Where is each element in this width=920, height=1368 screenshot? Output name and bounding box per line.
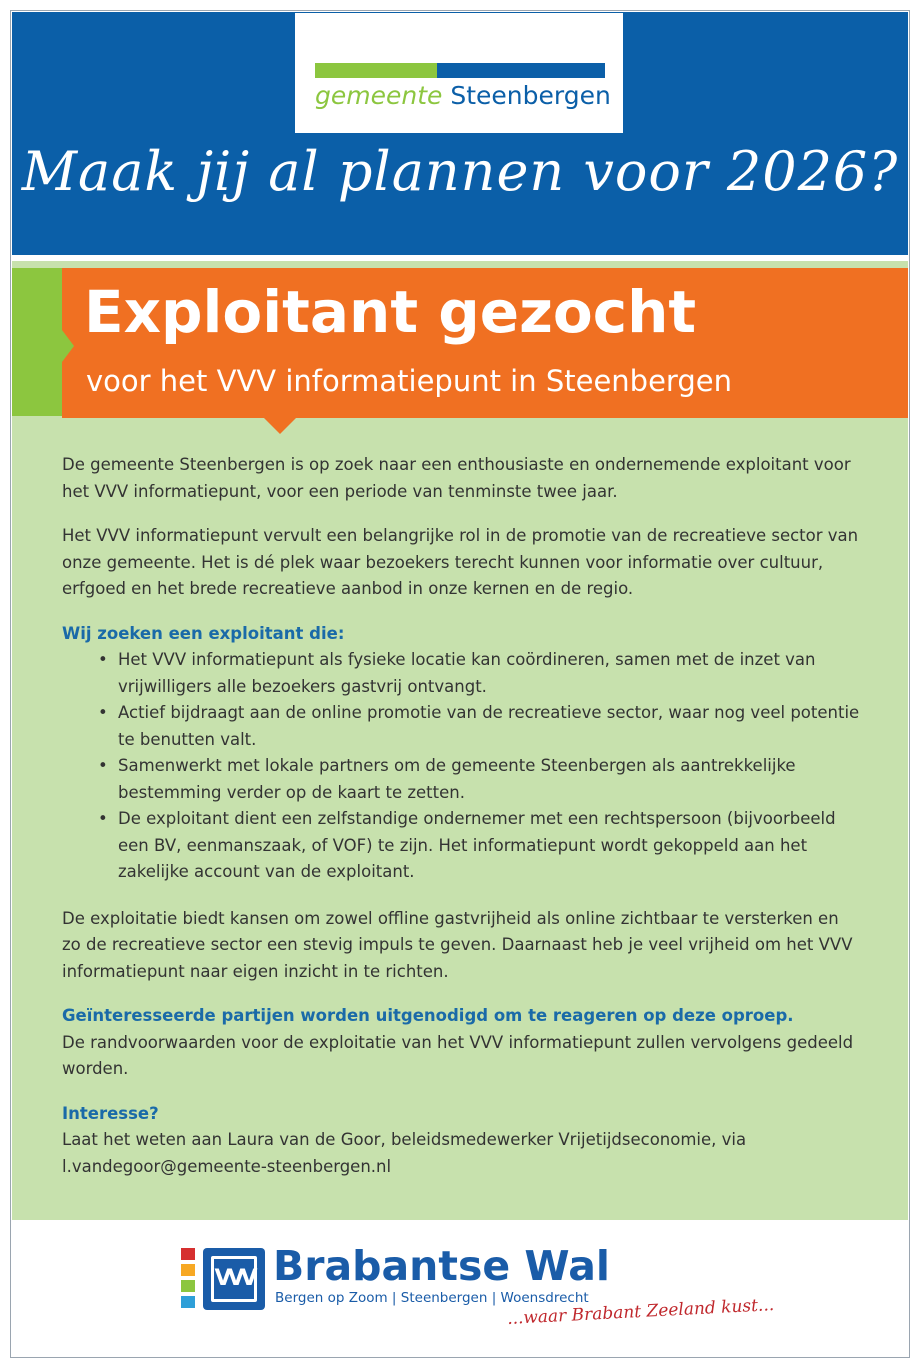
banner-green-tab: [12, 268, 62, 416]
page-subtitle: voor het VVV informatiepunt in Steenbergen: [86, 364, 732, 398]
role-paragraph: Het VVV informatiepunt vervult een belangrijke rol in de promotie van de recreatieve sector van onze gemeente. Het is dé plek waar bezoekers terecht kunnen voor informatie over cultuur, erfgoed en het brede recreatieve aanbod in onze kernen en de regio.: [62, 526, 859, 598]
logo-square-red: [181, 1248, 195, 1260]
logo-square-blue: [181, 1296, 195, 1308]
intro-paragraph: De gemeente Steenbergen is op zoek naar een enthousiaste en ondernemende exploitant voor het VVV informatiepunt, voor een periode van tenminste twee jaar.: [62, 455, 851, 501]
banner-notch-left: [62, 330, 74, 362]
interest-heading: Interesse?: [62, 1103, 159, 1123]
seek-list: [62, 647, 862, 886]
list-item: • De exploitant dient een zelfstandige ondernemer met een rechtspersoon (bijvoorbeeld een BV, eenmanszaak, of VOF) te zijn. Het informatiepunt wordt gekoppeld aan het zakelijke account van de exploitant.: [118, 806, 862, 886]
list-item: • Actief bijdraagt aan de online promotie van de recreatieve sector, waar nog veel potentie te benutten valt.: [118, 700, 862, 753]
list-item: • Het VVV informatiepunt als fysieke locatie kan coördineren, samen met de inzet van vrijwilligers alle bezoekers gastvrij ontvangt.: [118, 647, 862, 700]
vvv-badge: [203, 1248, 265, 1310]
logo-word-name: Steenbergen: [450, 81, 611, 110]
vvv-title: Brabantse Wal: [273, 1242, 610, 1290]
invite-heading: Geïnteresseerde partijen worden uitgenodigd om te reageren op deze oproep.: [62, 1006, 794, 1025]
logo-word-gemeente: gemeente: [315, 81, 443, 110]
vvv-places: Bergen op Zoom | Steenbergen | Woensdrecht: [275, 1290, 589, 1306]
page-title: Exploitant gezocht: [84, 278, 697, 346]
vvv-badge-text: VVV: [211, 1256, 257, 1302]
invite-text: De randvoorwaarden voor de exploitatie van het VVV informatiepunt zullen vervolgens gedeeld worden.: [62, 1032, 854, 1078]
logo-square-yellow: [181, 1264, 195, 1276]
logo-wordmark: [315, 81, 611, 110]
list-item: • Samenwerkt met lokale partners om de gemeente Steenbergen als aantrekkelijke bestemming verder op de kaart te zetten.: [118, 753, 862, 806]
vvv-logo: [181, 1242, 775, 1336]
opportunity-paragraph: De exploitatie biedt kansen om zowel offline gastvrijheid als online zichtbaar te versterken en zo de recreatieve sector een stevig impuls te geven. Daarnaast heb je veel vrijheid om het VVV informatiepunt naar eigen inzicht in te richten.: [62, 908, 853, 981]
body-text: [62, 452, 862, 1198]
gemeente-logo: [295, 13, 623, 133]
contact-email[interactable]: l.vandegoor@gemeente-steenbergen.nl: [62, 1156, 392, 1176]
seek-heading: Wij zoeken een exploitant die:: [62, 623, 345, 643]
interest-text: Laat het weten aan Laura van de Goor, beleidsmedewerker Vrijetijdseconomie, via: [62, 1130, 747, 1149]
invite-block: [62, 1003, 862, 1083]
interest-block: [62, 1101, 862, 1181]
logo-square-green: [181, 1280, 195, 1292]
banner-notch-bottom: [264, 418, 296, 434]
logo-bar-blue: [437, 63, 605, 78]
logo-bar-green: [315, 63, 437, 78]
vvv-tagline: ...waar Brabant Zeeland kust...: [506, 1295, 775, 1329]
slogan: Maak jij al plannen voor 2026?: [21, 140, 899, 203]
